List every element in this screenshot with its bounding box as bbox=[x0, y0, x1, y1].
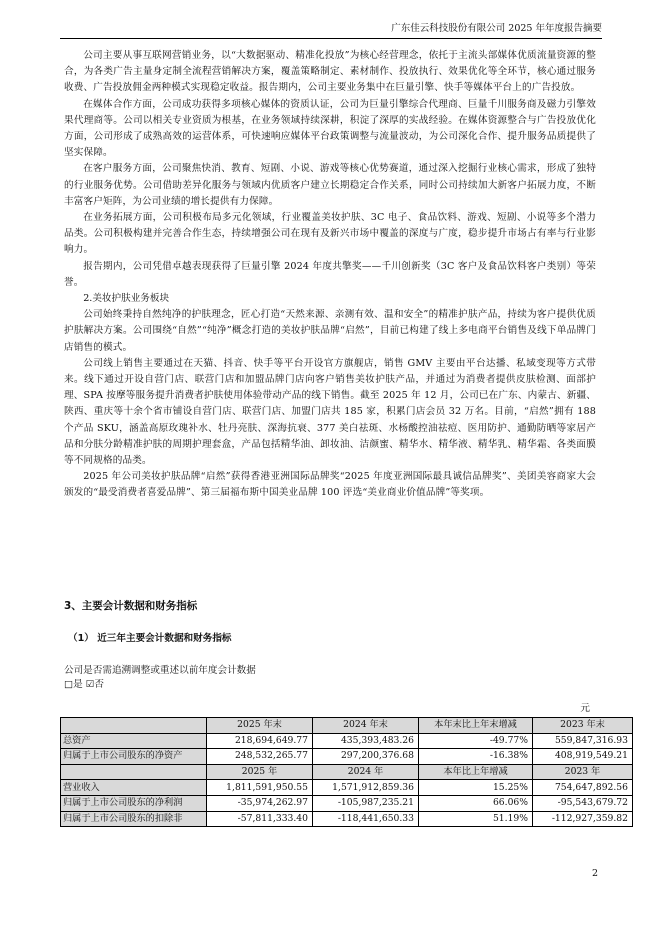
currency-unit: 元 bbox=[580, 703, 590, 714]
table-cell: 248,532,265.77 bbox=[207, 749, 313, 765]
row-label: 营业收入 bbox=[61, 780, 207, 796]
table-cell: 435,393,483.26 bbox=[313, 733, 419, 749]
table-cell: -57,811,333.40 bbox=[207, 811, 313, 827]
paragraph-beauty-philosophy: 公司始终秉持自然纯净的护肤理念，匠心打造“天然来源、亲测有效、温和安全”的精准护肤产品，持续为客户提供优质护肤解决方案。公司围绕“自然”“纯净”概念打造的美妆护肤品牌“启然”，目前已构建了线上多电商平台销售及线下单品牌门店销售的模式。 bbox=[64, 309, 596, 353]
table-row bbox=[61, 780, 633, 796]
paragraph-beauty-sales: 公司线上销售主要通过在天猫、抖音、快手等平台开设官方旗舰店，销售 GMV 主要由平台达播、私域变现等方式带来。线下通过开设自营门店、联营门店和加盟品牌门店向客户销售美妆护肤产品，并通过为消费者提供皮肤检测、面部护理、SPA 按摩等服务提升消费者护肤使用体验带动产品的线下销售。截至 2025 年 12 月，公司已在广东、内蒙古、新疆、陕西、重庆等十余个省市铺设自营门店、联营门店、加盟门店共 185 家，积累门店会员 32 万名。目前，“启然”拥有 188 个产品 SKU，涵盖高原玫瑰补水、牡丹亮肤、深海抗衰、377 美白祛斑、水杨酸控油祛痘、医用防护、通勤防晒等家居产品和分肤分龄精准护肤的周期护理套盒，产品包括精华油、卸妆油、洁颜蜜、精华水、精华液、精华乳、精华霜、各类面膜等不同规格的品类。 bbox=[64, 357, 596, 467]
table-cell: -105,987,235.21 bbox=[313, 795, 419, 811]
paragraph-business-overview: 公司主要从事互联网营销业务，以“大数据驱动、精准化投放”为核心经营理念，依托于主流头部媒体优质流量资源的整合，为各类广告主量身定制全流程营销解决方案，覆盖策略制定、素材制作、投放执行、效果优化等全环节，核心通过服务收费、广告投放佣金两种模式实现稳定收益。报告期内，公司主要业务集中在巨量引擎、快手等媒体平台上的广告投放。 bbox=[64, 50, 596, 94]
page-number: 2 bbox=[591, 868, 598, 879]
table-cell: 559,847,316.93 bbox=[533, 733, 633, 749]
table-cell: 15.25% bbox=[419, 780, 533, 796]
table-cell: 1,811,591,950.55 bbox=[207, 780, 313, 796]
section-title: 3、主要会计数据和财务指标 bbox=[64, 600, 198, 612]
table-header-cell: 2024 年末 bbox=[313, 718, 419, 734]
table-header-cell bbox=[61, 718, 207, 734]
table-cell: 51.19% bbox=[419, 811, 533, 827]
row-label: 归属于上市公司股东的净资产 bbox=[61, 749, 207, 765]
row-label: 归属于上市公司股东的净利润 bbox=[61, 795, 207, 811]
body-text bbox=[64, 48, 596, 502]
table-cell: -112,927,359.82 bbox=[533, 811, 633, 827]
page-header: 广东佳云科技股份有限公司 2025 年年度报告摘要 bbox=[60, 22, 602, 39]
table-header-cell: 本年比上年增减 bbox=[419, 764, 533, 780]
table-row bbox=[61, 733, 633, 749]
table-cell: 66.06% bbox=[419, 795, 533, 811]
financial-data-table bbox=[60, 717, 633, 827]
restatement-question: 公司是否需追溯调整或重述以前年度会计数据 bbox=[64, 665, 256, 676]
table-header-cell: 本年末比上年末增减 bbox=[419, 718, 533, 734]
restatement-options bbox=[64, 678, 104, 692]
beauty-heading: 2.美妆护肤业务板块 bbox=[83, 293, 170, 305]
table-header-cell: 2025 年末 bbox=[207, 718, 313, 734]
table-header-row bbox=[61, 718, 633, 734]
table-row bbox=[61, 749, 633, 765]
subsection-title: （1） 近三年主要会计数据和财务指标 bbox=[68, 633, 232, 644]
table-cell: -49.77% bbox=[419, 733, 533, 749]
table-cell: -95,543,679.72 bbox=[533, 795, 633, 811]
paragraph-media-cooperation: 在媒体合作方面，公司成功获得多项核心媒体的资质认证，公司为巨量引擎综合代理商、巨量千川服务商及磁力引擎效果代理商等。公司以相关专业资质为根基，在业务领域持续深耕，积淀了深厚的实战经验。在媒体资源整合与广告投放优化方面，公司形成了成熟高效的运营体系，可快速响应媒体平台政策调整与流量波动，为公司深化合作、提升服务品质提供了坚实保障。 bbox=[64, 98, 596, 159]
option-yes-checkbox: □是 bbox=[64, 679, 83, 690]
paragraph-honors: 报告期内，公司凭借卓越表现获得了巨量引擎 2024 年度共擎奖——千川创新奖（3C 客户及食品饮料客户类别）等荣誉。 bbox=[64, 260, 596, 288]
row-label: 归属于上市公司股东的扣除非 bbox=[61, 811, 207, 827]
row-label: 总资产 bbox=[61, 733, 207, 749]
table-cell: -16.38% bbox=[419, 749, 533, 765]
table-cell: 408,919,549.21 bbox=[533, 749, 633, 765]
table-header-cell: 2024 年 bbox=[313, 764, 419, 780]
table-header-cell bbox=[61, 764, 207, 780]
option-no-checkbox: ☑否 bbox=[85, 679, 104, 690]
table-cell: 1,571,912,859.36 bbox=[313, 780, 419, 796]
table-row bbox=[61, 795, 633, 811]
table-header-cell: 2023 年末 bbox=[533, 718, 633, 734]
table-header-cell: 2023 年 bbox=[533, 764, 633, 780]
table-cell: 297,200,376.68 bbox=[313, 749, 419, 765]
table-cell: -118,441,650.33 bbox=[313, 811, 419, 827]
table-header-cell: 2025 年 bbox=[207, 764, 313, 780]
table-header-row bbox=[61, 764, 633, 780]
paragraph-customer-service: 在客户服务方面，公司聚焦快消、教育、短剧、小说、游戏等核心优势赛道，通过深入挖掘行业核心需求，形成了独特的行业服务优势。公司借助差异化服务与领域内优质客户建立长期稳定合作关系，同时公司持续加大新客户拓展力度，不断丰富客户矩阵，为公司业绩的增长提供有力保障。 bbox=[64, 163, 596, 207]
table-row bbox=[61, 811, 633, 827]
paragraph-business-expansion: 在业务拓展方面，公司积极布局多元化领域，行业覆盖美妆护肤、3C 电子、食品饮料、游戏、短剧、小说等多个潜力品类。公司积极构建并完善合作生态，持续增强公司在现有及新兴市场中覆盖的深度与广度，稳步提升市场占有率与行业影响力。 bbox=[64, 212, 596, 256]
paragraph-beauty-awards: 2025 年公司美妆护肤品牌“启然”获得香港亚洲国际品牌奖“2025 年度亚洲国际最具诚信品牌奖”、美团美容商家大会颁发的“最受消费者喜爱品牌”、第三届福布斯中国美业品牌 100 评选“美业商业价值品牌”等奖项。 bbox=[64, 471, 596, 499]
table-cell: 754,647,892.56 bbox=[533, 780, 633, 796]
table-cell: 218,694,649.77 bbox=[207, 733, 313, 749]
table-cell: -35,974,262.97 bbox=[207, 795, 313, 811]
